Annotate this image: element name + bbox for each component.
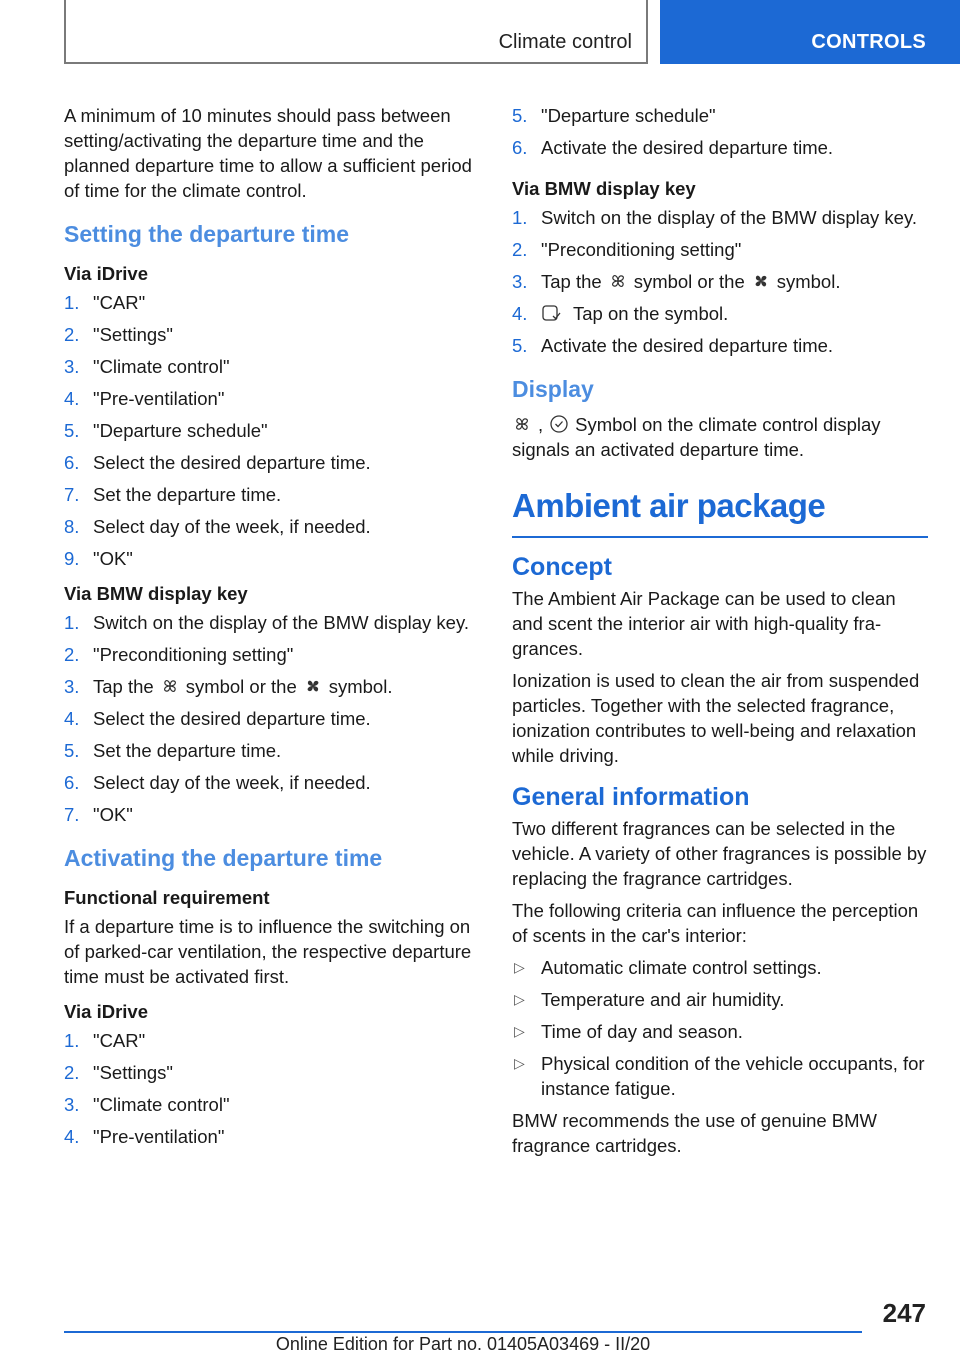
step-number: 9.: [64, 548, 80, 569]
list-item: [64, 546, 474, 571]
via-idrive-heading-2: Via iDrive: [64, 1001, 148, 1022]
step-text: Tap the: [93, 676, 154, 697]
step-number: 4.: [64, 708, 80, 729]
step-number: 3.: [64, 676, 80, 697]
general-paragraph-2: The following criteria can influence the perception of scents in the car's interior:: [512, 900, 919, 946]
header-section-title: Climate control: [498, 31, 632, 53]
display-text-paragraph: [512, 412, 928, 462]
display-description: Symbol on the climate control display signals an activated departure time.: [512, 414, 881, 460]
concept-paragraph-2: Ionization is used to clean the air from suspended particles. Together with the selected fragrance, ionization contributes to well-being and relaxation while driving.: [512, 670, 920, 766]
general-paragraph-3: BMW recommends the use of genuine BMW fragrance cartridges.: [512, 1110, 878, 1156]
list-item: [64, 706, 474, 731]
step-text: Switch on the display of the BMW display key.: [541, 207, 917, 228]
step-text: Activate the desired departure time.: [541, 137, 834, 158]
step-number: 3.: [64, 1094, 80, 1115]
step-number: 6.: [512, 137, 528, 158]
criteria-text: Automatic climate control settings.: [541, 957, 822, 978]
page-number: 247: [882, 1298, 926, 1328]
criteria-list: [512, 955, 928, 1101]
display-key-activate-steps-list: [512, 205, 928, 358]
step-text: Tap on the symbol.: [573, 303, 729, 324]
clock-check-icon: [549, 414, 569, 434]
step-text: Switch on the display of the BMW display key.: [93, 612, 469, 633]
step-number: 3.: [64, 356, 80, 377]
step-text: symbol.: [328, 676, 393, 697]
step-text: "Climate control": [93, 1094, 230, 1115]
step-number: 5.: [512, 105, 528, 126]
step-text: "Preconditioning setting": [93, 644, 294, 665]
footer-divider: [64, 1331, 862, 1333]
separator-text: ,: [538, 414, 544, 435]
list-item: [64, 322, 474, 347]
list-item: [512, 955, 928, 980]
right-column: [512, 103, 928, 1165]
step-text: Activate the desired departure time.: [541, 335, 834, 356]
functional-requirement-text: If a departure time is to influence the switching on of parked-car ventilation, the respective departure time must be activated first.: [64, 916, 472, 987]
step-number: 6.: [64, 772, 80, 793]
list-item: [64, 386, 474, 411]
idrive-activate-steps-list: [64, 1028, 474, 1149]
via-idrive-heading: Via iDrive: [64, 263, 148, 284]
fan-icon: [608, 271, 628, 291]
step-text: Set the departure time.: [93, 740, 282, 761]
list-item: [64, 1060, 474, 1085]
list-item: [64, 290, 474, 315]
idrive-steps-list: [64, 290, 474, 571]
step-number: 4.: [512, 303, 528, 324]
step-number: 7.: [64, 804, 80, 825]
step-text: "OK": [93, 804, 133, 825]
triangle-bullet-icon: ▷: [514, 959, 525, 975]
via-display-key-heading: Via BMW display key: [64, 583, 248, 604]
step-text: "Pre-ventilation": [93, 388, 225, 409]
criteria-text: Temperature and air humidity.: [541, 989, 785, 1010]
list-item: [512, 333, 928, 358]
criteria-text: Time of day and season.: [541, 1021, 743, 1042]
general-information-heading: General information: [512, 783, 750, 811]
step-text: symbol or the: [185, 676, 297, 697]
list-item: [512, 987, 928, 1012]
ambient-air-heading: Ambient air package: [512, 484, 928, 538]
timer-check-icon: [541, 303, 561, 323]
step-text: "CAR": [93, 1030, 146, 1051]
fan-icon: [160, 676, 180, 696]
header-section-box: [64, 0, 648, 64]
step-number: 1.: [64, 1030, 80, 1051]
fan-active-icon: [303, 676, 323, 696]
list-item: [64, 770, 474, 795]
step-number: 5.: [64, 740, 80, 761]
list-item: [512, 1019, 928, 1044]
step-number: 2.: [64, 644, 80, 665]
concept-heading: Concept: [512, 553, 612, 581]
fan-icon: [512, 414, 532, 434]
triangle-bullet-icon: ▷: [514, 1055, 525, 1071]
step-number: 5.: [512, 335, 528, 356]
list-item: [512, 237, 928, 262]
activating-departure-heading: Activating the departure time: [64, 845, 383, 871]
step-text: Select day of the week, if needed.: [93, 772, 371, 793]
step-number: 1.: [512, 207, 528, 228]
step-text: "OK": [93, 548, 133, 569]
list-item: [64, 802, 474, 827]
step-number: 2.: [64, 1062, 80, 1083]
triangle-bullet-icon: ▷: [514, 1023, 525, 1039]
setting-departure-heading: Setting the departure time: [64, 221, 349, 247]
list-item: [64, 1124, 474, 1149]
left-column: [64, 103, 474, 1156]
step-text: Select the desired departure time.: [93, 708, 371, 729]
list-item: [64, 1028, 474, 1053]
header-chapter-label: CONTROLS: [811, 31, 926, 53]
list-item: [64, 450, 474, 475]
step-text: "Climate control": [93, 356, 230, 377]
step-text: "Departure schedule": [93, 420, 268, 441]
step-text: symbol.: [776, 271, 841, 292]
step-number: 2.: [64, 324, 80, 345]
list-item: [64, 354, 474, 379]
list-item: [64, 610, 474, 635]
step-text: symbol or the: [633, 271, 745, 292]
list-item: [64, 514, 474, 539]
step-number: 5.: [64, 420, 80, 441]
list-item: [64, 482, 474, 507]
step-number: 6.: [64, 452, 80, 473]
step-text: Set the departure time.: [93, 484, 282, 505]
list-item: [512, 269, 928, 294]
list-item: [64, 674, 474, 699]
triangle-bullet-icon: ▷: [514, 991, 525, 1007]
step-text: "Departure schedule": [541, 105, 716, 126]
idrive-activate-steps-continued: [512, 103, 928, 160]
step-text: "Pre-ventilation": [93, 1126, 225, 1147]
functional-requirement-heading: Functional requirement: [64, 887, 270, 908]
step-text: Select the desired departure time.: [93, 452, 371, 473]
intro-paragraph: A minimum of 10 minutes should pass between setting/activating the departure time and the planned departure time to allow a sufficient period of time for the climate control.: [64, 105, 472, 201]
criteria-text: Physical condition of the vehicle occupants, for instance fatigue.: [541, 1053, 925, 1099]
step-text: "Settings": [93, 1062, 173, 1083]
step-number: 3.: [512, 271, 528, 292]
header-chapter-tab[interactable]: [660, 0, 960, 64]
step-number: 1.: [64, 612, 80, 633]
list-item: [512, 1051, 928, 1101]
step-number: 1.: [64, 292, 80, 313]
list-item: [512, 103, 928, 128]
via-display-key-heading-2: Via BMW display key: [512, 178, 696, 199]
step-number: 4.: [64, 388, 80, 409]
list-item: [64, 418, 474, 443]
step-number: 8.: [64, 516, 80, 537]
step-number: 7.: [64, 484, 80, 505]
step-text: Tap the: [541, 271, 602, 292]
footer-edition-text: Online Edition for Part no. 01405A03469 - II/20: [275, 1334, 651, 1354]
step-number: 2.: [512, 239, 528, 260]
general-paragraph-1: Two different fragrances can be selected in the vehicle. A variety of other fragrances is possible by replacing the fragrance cartridges.: [512, 818, 927, 889]
list-item: [512, 135, 928, 160]
step-number: 4.: [64, 1126, 80, 1147]
list-item: [64, 738, 474, 763]
list-item: [64, 642, 474, 667]
step-text: "Preconditioning setting": [541, 239, 742, 260]
display-heading: Display: [512, 376, 594, 402]
fan-active-icon: [751, 271, 771, 291]
list-item: [512, 301, 928, 326]
display-key-steps-list: [64, 610, 474, 827]
list-item: [512, 205, 928, 230]
concept-paragraph-1: The Ambient Air Package can be used to clean and scent the interior air with high-quality fragrances.: [512, 588, 896, 659]
step-text: "Settings": [93, 324, 173, 345]
step-text: "CAR": [93, 292, 146, 313]
step-text: Select day of the week, if needed.: [93, 516, 371, 537]
list-item: [64, 1092, 474, 1117]
